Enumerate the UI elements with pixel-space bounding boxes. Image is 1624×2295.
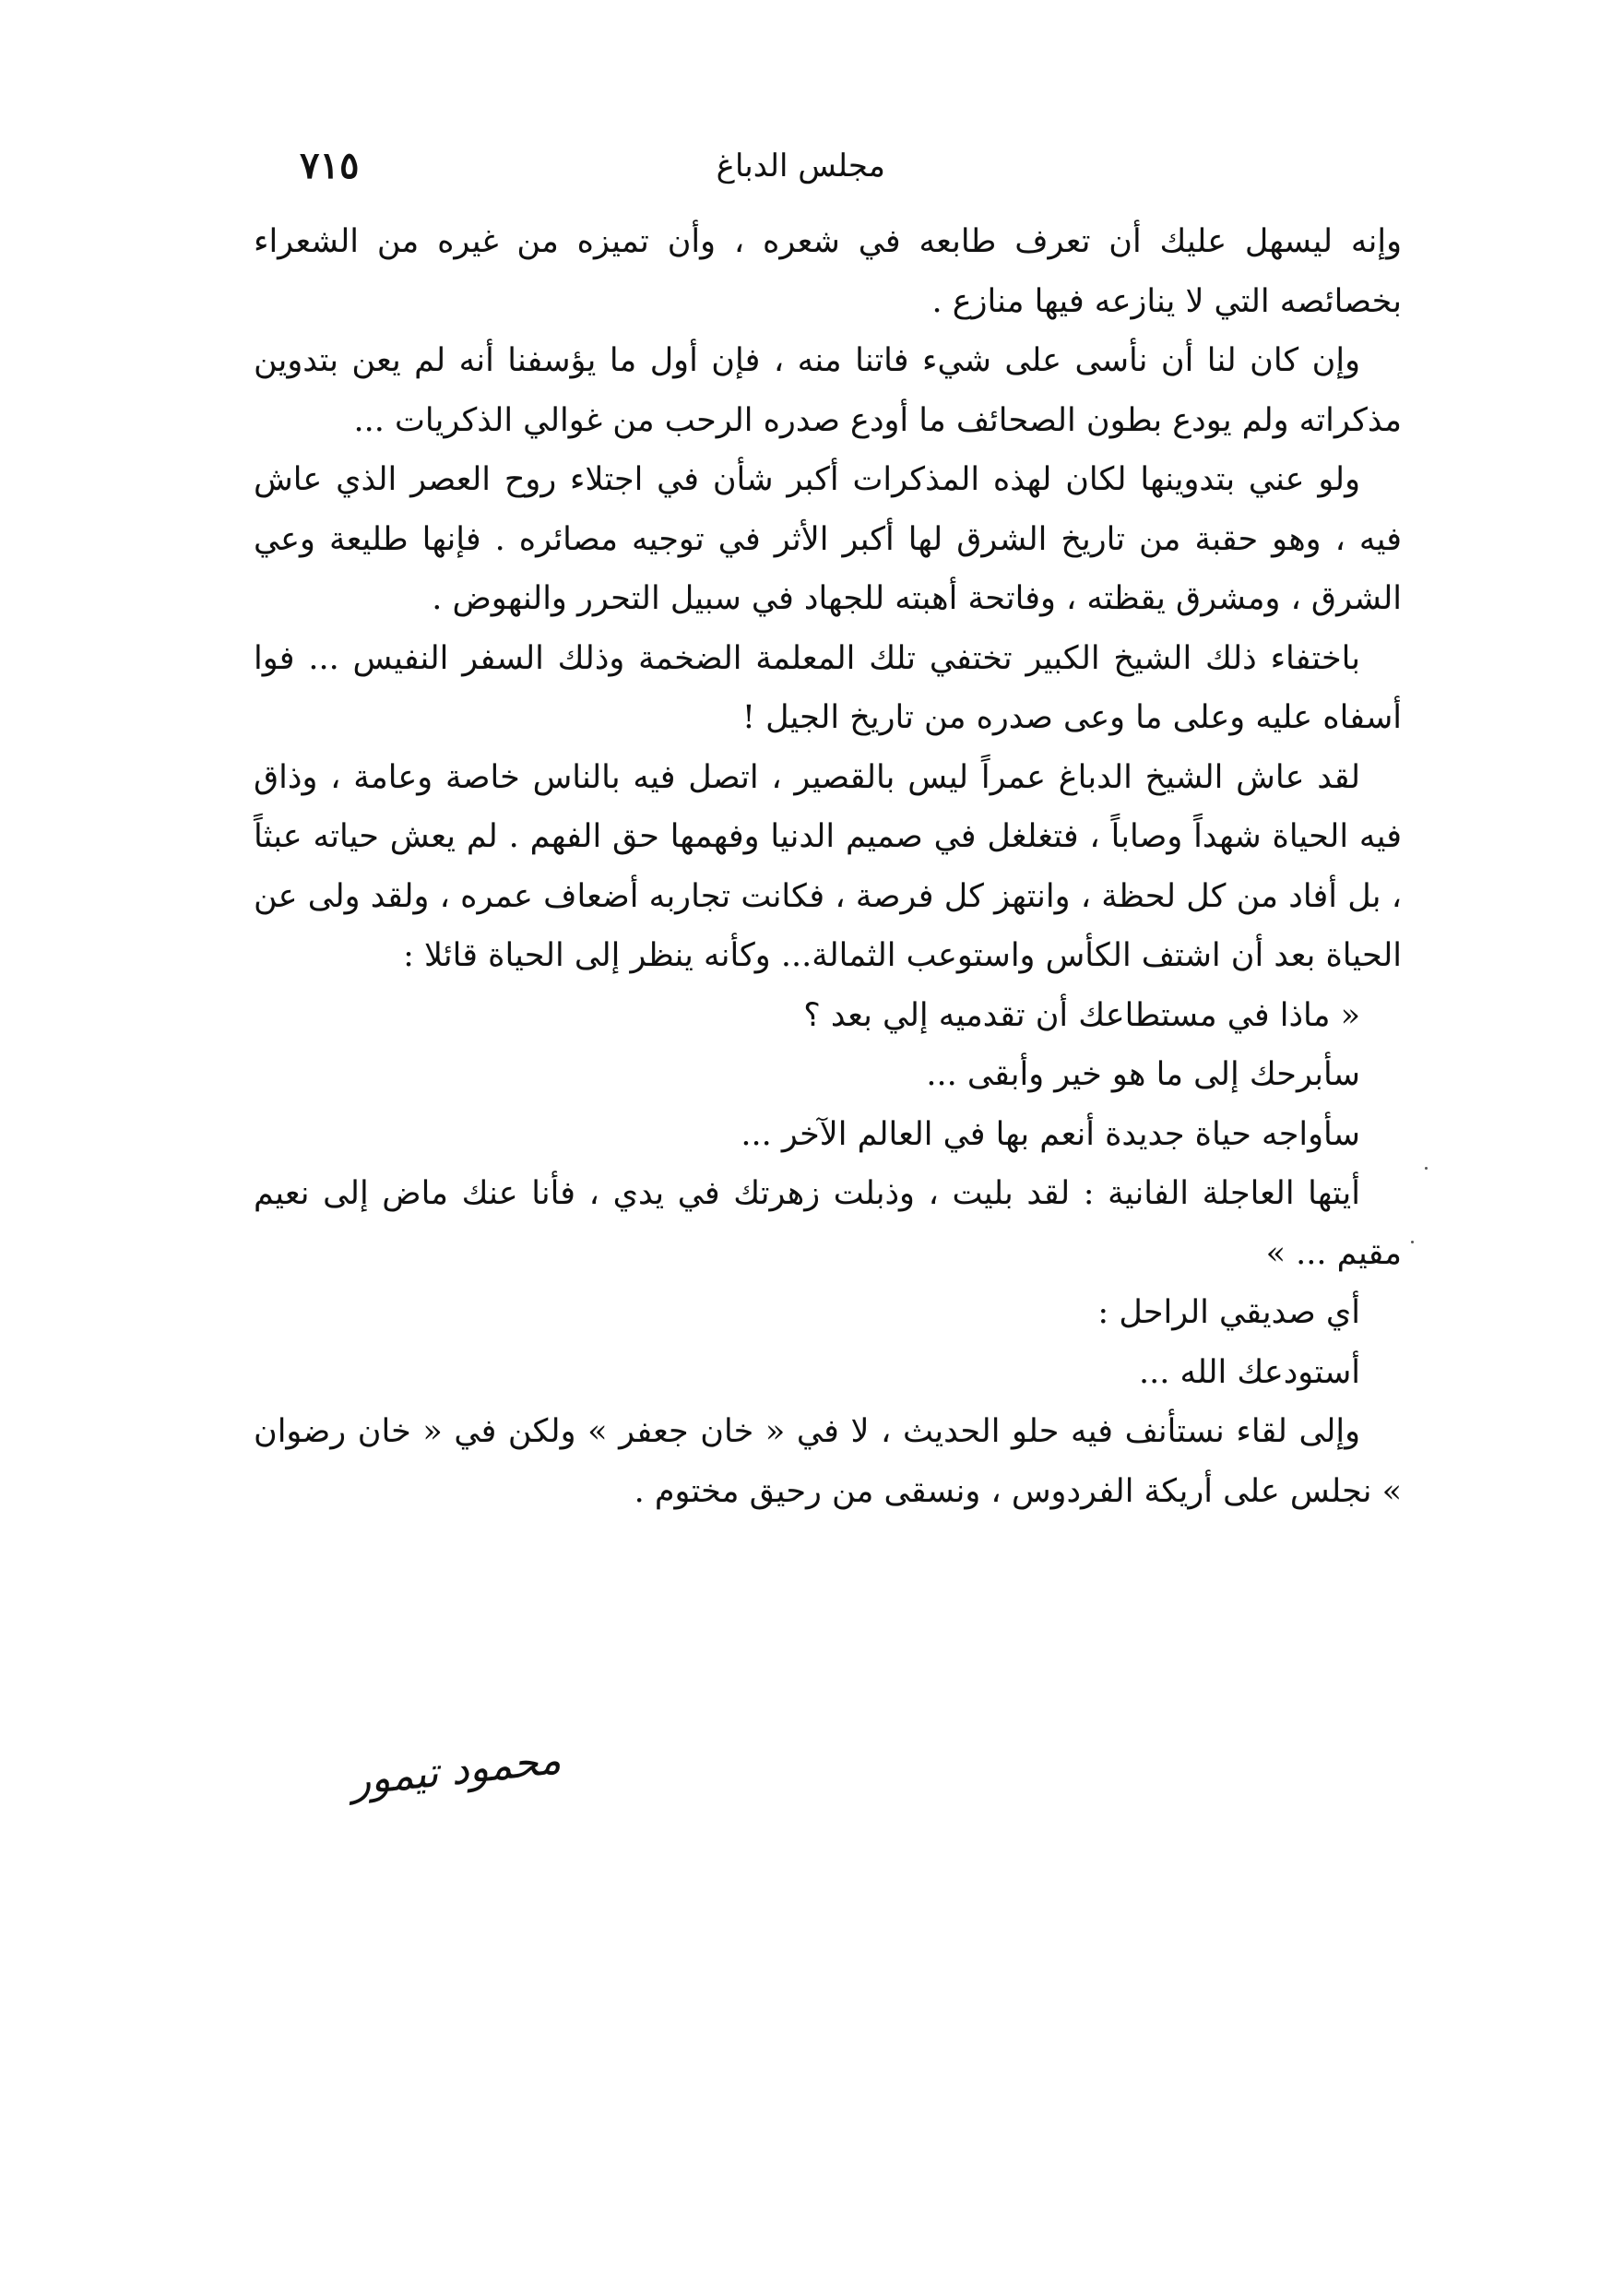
farewell-line-2: أستودعك الله ...: [1138, 1353, 1360, 1391]
closing-paragraph: وإلى لقاء نستأنف فيه حلو الحديث ، لا في « خان جعفر » ولكن في « خان رضوان » نجلس على أريكة الفردوس ، ونسقى من رحيق مختوم .: [254, 1413, 1402, 1510]
quote-line-2: سأبرحك إلى ما هو خير وأبقى ...: [926, 1056, 1360, 1093]
quote-line-1: « ماذا في مستطاعك أن تقدميه إلي بعد ؟: [803, 996, 1360, 1034]
paragraph-2: وإن كان لنا أن نأسى على شيء فاتنا منه ، فإن أول ما يؤسفنا أنه لم يعن بتدوين مذكراته ولم يودع بطون الصحائف ما أودع صدره الرحب من غوالي الذكريات ...: [254, 342, 1402, 439]
paragraph-1: وإنه ليسهل عليك أن تعرف طابعه في شعره ، وأن تميزه من غيره من الشعراء بخصائصه التي لا ينازعه فيها منازع .: [254, 223, 1402, 320]
paragraph-4: باختفاء ذلك الشيخ الكبير تختفي تلك المعلمة الضخمة وذلك السفر النفيس ... فوا أسفاه عليه وعلى ما وعى صدره من تاريخ الجيل !: [254, 639, 1402, 736]
header-title: مجلس الدباغ: [716, 148, 885, 184]
quote-line-3: سأواجه حياة جديدة أنعم بها في العالم الآخر ...: [741, 1115, 1360, 1153]
body-text: [254, 212, 1402, 1521]
paragraph-5: لقد عاش الشيخ الدباغ عمراً ليس بالقصير ، اتصل فيه بالناس خاصة وعامة ، وذاق فيه الحياة شهداً وصاباً ، فتغلغل في صميم الدنيا وفهمها حق الفهم . لم يعش حياته عبثاً ، بل أفاد من كل لحظة ، وانتهز كل فرصة ، فكانت تجاربه أضعاف عمره ، ولقد ولى عن الحياة بعد أن اشتف الكأس واستوعب الثمالة... وكأنه ينظر إلى الحياة قائلا :: [254, 758, 1402, 974]
page-number: ٧١٥: [300, 144, 360, 187]
paragraph-3: ولو عني بتدوينها لكان لهذه المذكرات أكبر شأن في اجتلاء روح العصر الذي عاش فيه ، وهو حقبة من تاريخ الشرق لها أكبر الأثر في توجيه مصائره . فإنها طليعة وعي الشرق ، ومشرق يقظته ، وفاتحة أهبته للجهاد في سبيل التحرر والنهوض .: [254, 461, 1402, 617]
quote-line-4: أيتها العاجلة الفانية : لقد بليت ، وذبلت زهرتك في يدي ، فأنا عنك ماض إلى نعيم مقيم ... »: [254, 1175, 1402, 1272]
farewell-line-1: أي صديقي الراحل :: [1097, 1294, 1360, 1331]
scan-speck: [1425, 1167, 1428, 1170]
scan-speck: [1411, 1241, 1414, 1243]
author-signature: محمود تيمور: [348, 1736, 563, 1805]
running-header: [258, 138, 1402, 194]
